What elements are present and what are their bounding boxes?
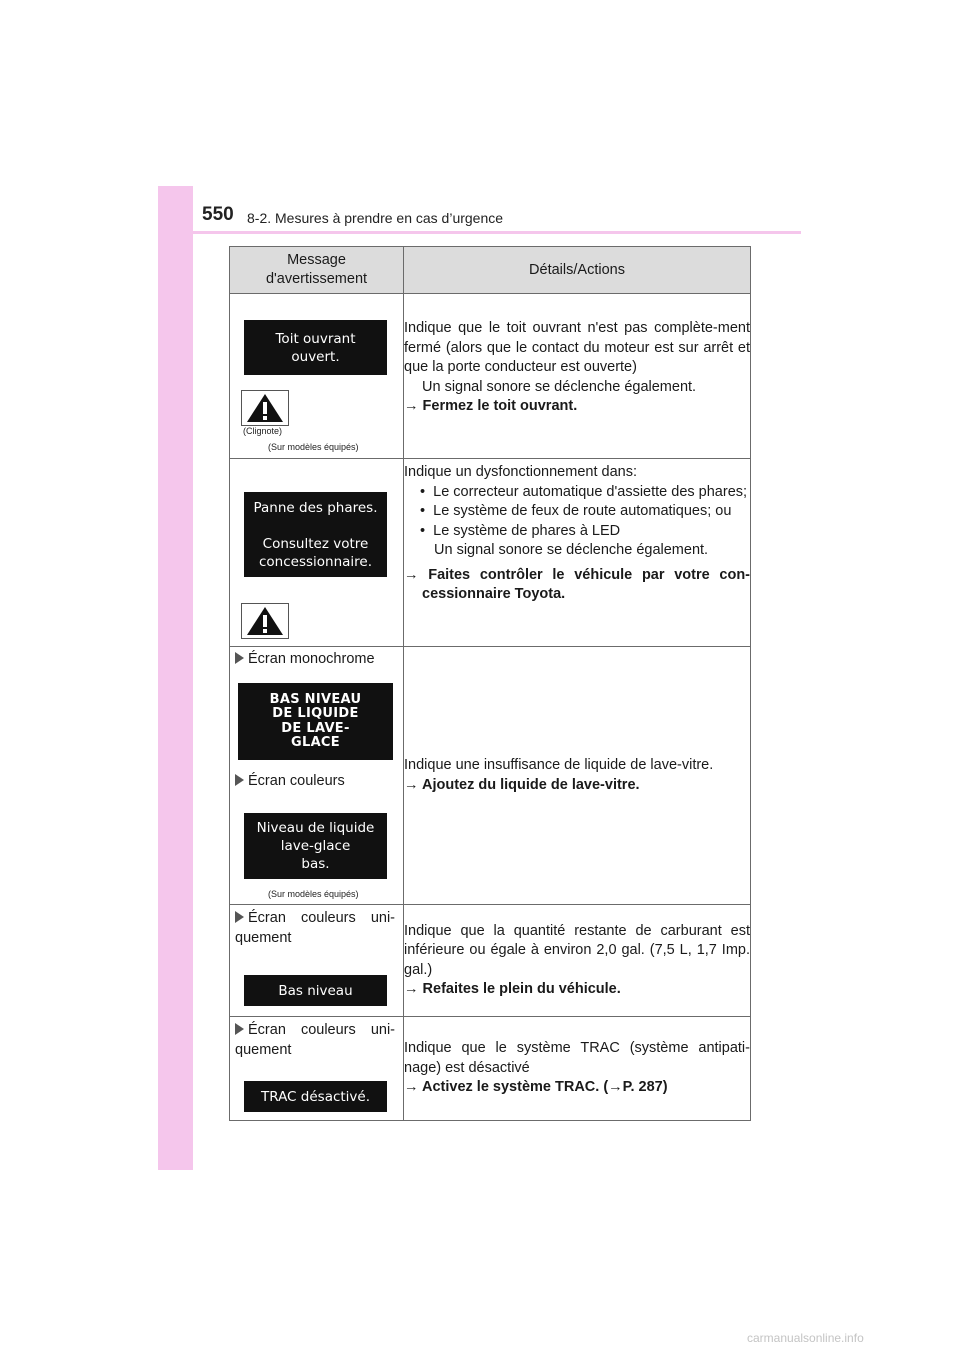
display-low-fuel: Bas niveau: [244, 975, 387, 1006]
header-message: Message d'avertissement: [230, 247, 404, 294]
table-row: [230, 459, 751, 647]
message-cell: [230, 459, 404, 647]
action-text: → Ajoutez du liquide de lave-vitre.: [404, 776, 640, 793]
bullet-item: • Le système de feux de route automatiques; ou: [420, 503, 732, 519]
watermark: carmanualsonline.info: [747, 1331, 864, 1345]
display-trac-off: TRAC désactivé.: [244, 1081, 387, 1112]
message-cell: [230, 294, 404, 459]
display-washer-mono: BAS NIVEAU DE LIQUIDE DE LAVE- GLACE: [238, 683, 393, 760]
color-only-label: Écran couleurs uni-quement: [235, 910, 395, 946]
equipped-note: (Sur modèles équipés): [268, 889, 359, 899]
color-screen-label: Écran couleurs: [235, 772, 345, 792]
details-cell: [404, 1017, 751, 1121]
side-accent-band: [158, 186, 193, 1170]
triangle-pointer-icon: [235, 1023, 244, 1035]
bullet-item: • Le système de phares à LED: [420, 522, 621, 539]
section-title: 8-2. Mesures à prendre en cas d’urgence: [247, 210, 504, 226]
message-cell: [230, 905, 404, 1017]
mono-screen-label: Écran monochrome: [235, 650, 375, 670]
arrow-symbol: →: [404, 1079, 419, 1096]
action-text: → Faites contrôler le véhicule par votre con-cessionnaire Toyota.: [404, 566, 751, 602]
page-number: 550: [202, 204, 234, 225]
header-details: Détails/Actions: [404, 247, 751, 294]
signal-text: Un signal sonore se déclenche également.: [422, 378, 697, 395]
arrow-symbol: →: [608, 1079, 623, 1096]
header-rule: [158, 231, 801, 234]
display-headlight-malfunction: Panne des phares. Consultez votre concessionnaire.: [244, 492, 387, 577]
warning-triangle-icon: [241, 390, 289, 426]
details-text: Indique que le toit ouvrant n'est pas complète-ment fermé (alors que le contact du moteur est sur arrêt et que la porte conducteur est ouverte): [404, 320, 750, 375]
message-cell: [230, 1017, 404, 1121]
color-only-label: Écran couleurs uni-quement: [235, 1022, 395, 1058]
arrow-symbol: →: [404, 776, 419, 793]
display-washer-color: Niveau de liquide lave-glace bas.: [244, 813, 387, 879]
action-text: → Refaites le plein du véhicule.: [404, 981, 621, 997]
details-text: Indique une insuffisance de liquide de lave-vitre.: [404, 757, 714, 773]
page-reference[interactable]: P. 287): [622, 1079, 668, 1096]
signal-text: Un signal sonore se déclenche également.: [434, 542, 709, 558]
action-text: → Activez le système TRAC. (→P. 287): [404, 1079, 668, 1096]
triangle-pointer-icon: [235, 652, 244, 664]
arrow-symbol: →: [404, 398, 419, 414]
details-cell: [404, 647, 751, 905]
triangle-pointer-icon: [235, 774, 244, 786]
table-row: [230, 647, 751, 905]
warning-table: [229, 246, 751, 1121]
bullet-item: • Le correcteur automatique d'assiette des phares;: [420, 483, 748, 500]
details-intro: Indique un dysfonctionnement dans:: [404, 464, 637, 480]
display-sunroof-open: Toit ouvrant ouvert.: [244, 320, 387, 375]
table-header-row: [230, 247, 751, 294]
action-text: → Fermez le toit ouvrant.: [404, 398, 578, 414]
table-row: [230, 905, 751, 1017]
equipped-note: (Sur modèles équipés): [268, 442, 359, 452]
arrow-symbol: →: [404, 566, 419, 583]
warning-triangle-icon: [241, 603, 289, 639]
table-row: [230, 1017, 751, 1121]
details-cell: [404, 294, 751, 459]
triangle-pointer-icon: [235, 911, 244, 923]
details-cell: [404, 459, 751, 647]
table-row: [230, 294, 751, 459]
details-cell: [404, 905, 751, 1017]
details-text: Indique que le système TRAC (système antipati-nage) est désactivé: [404, 1040, 750, 1076]
details-text: Indique que la quantité restante de carburant est inférieure ou égale à environ 2,0 gal. (7,5 L, 1,7 Imp. gal.): [404, 922, 750, 978]
message-cell: [230, 647, 404, 905]
arrow-symbol: →: [404, 981, 419, 997]
blink-label: (Clignote): [243, 426, 283, 436]
